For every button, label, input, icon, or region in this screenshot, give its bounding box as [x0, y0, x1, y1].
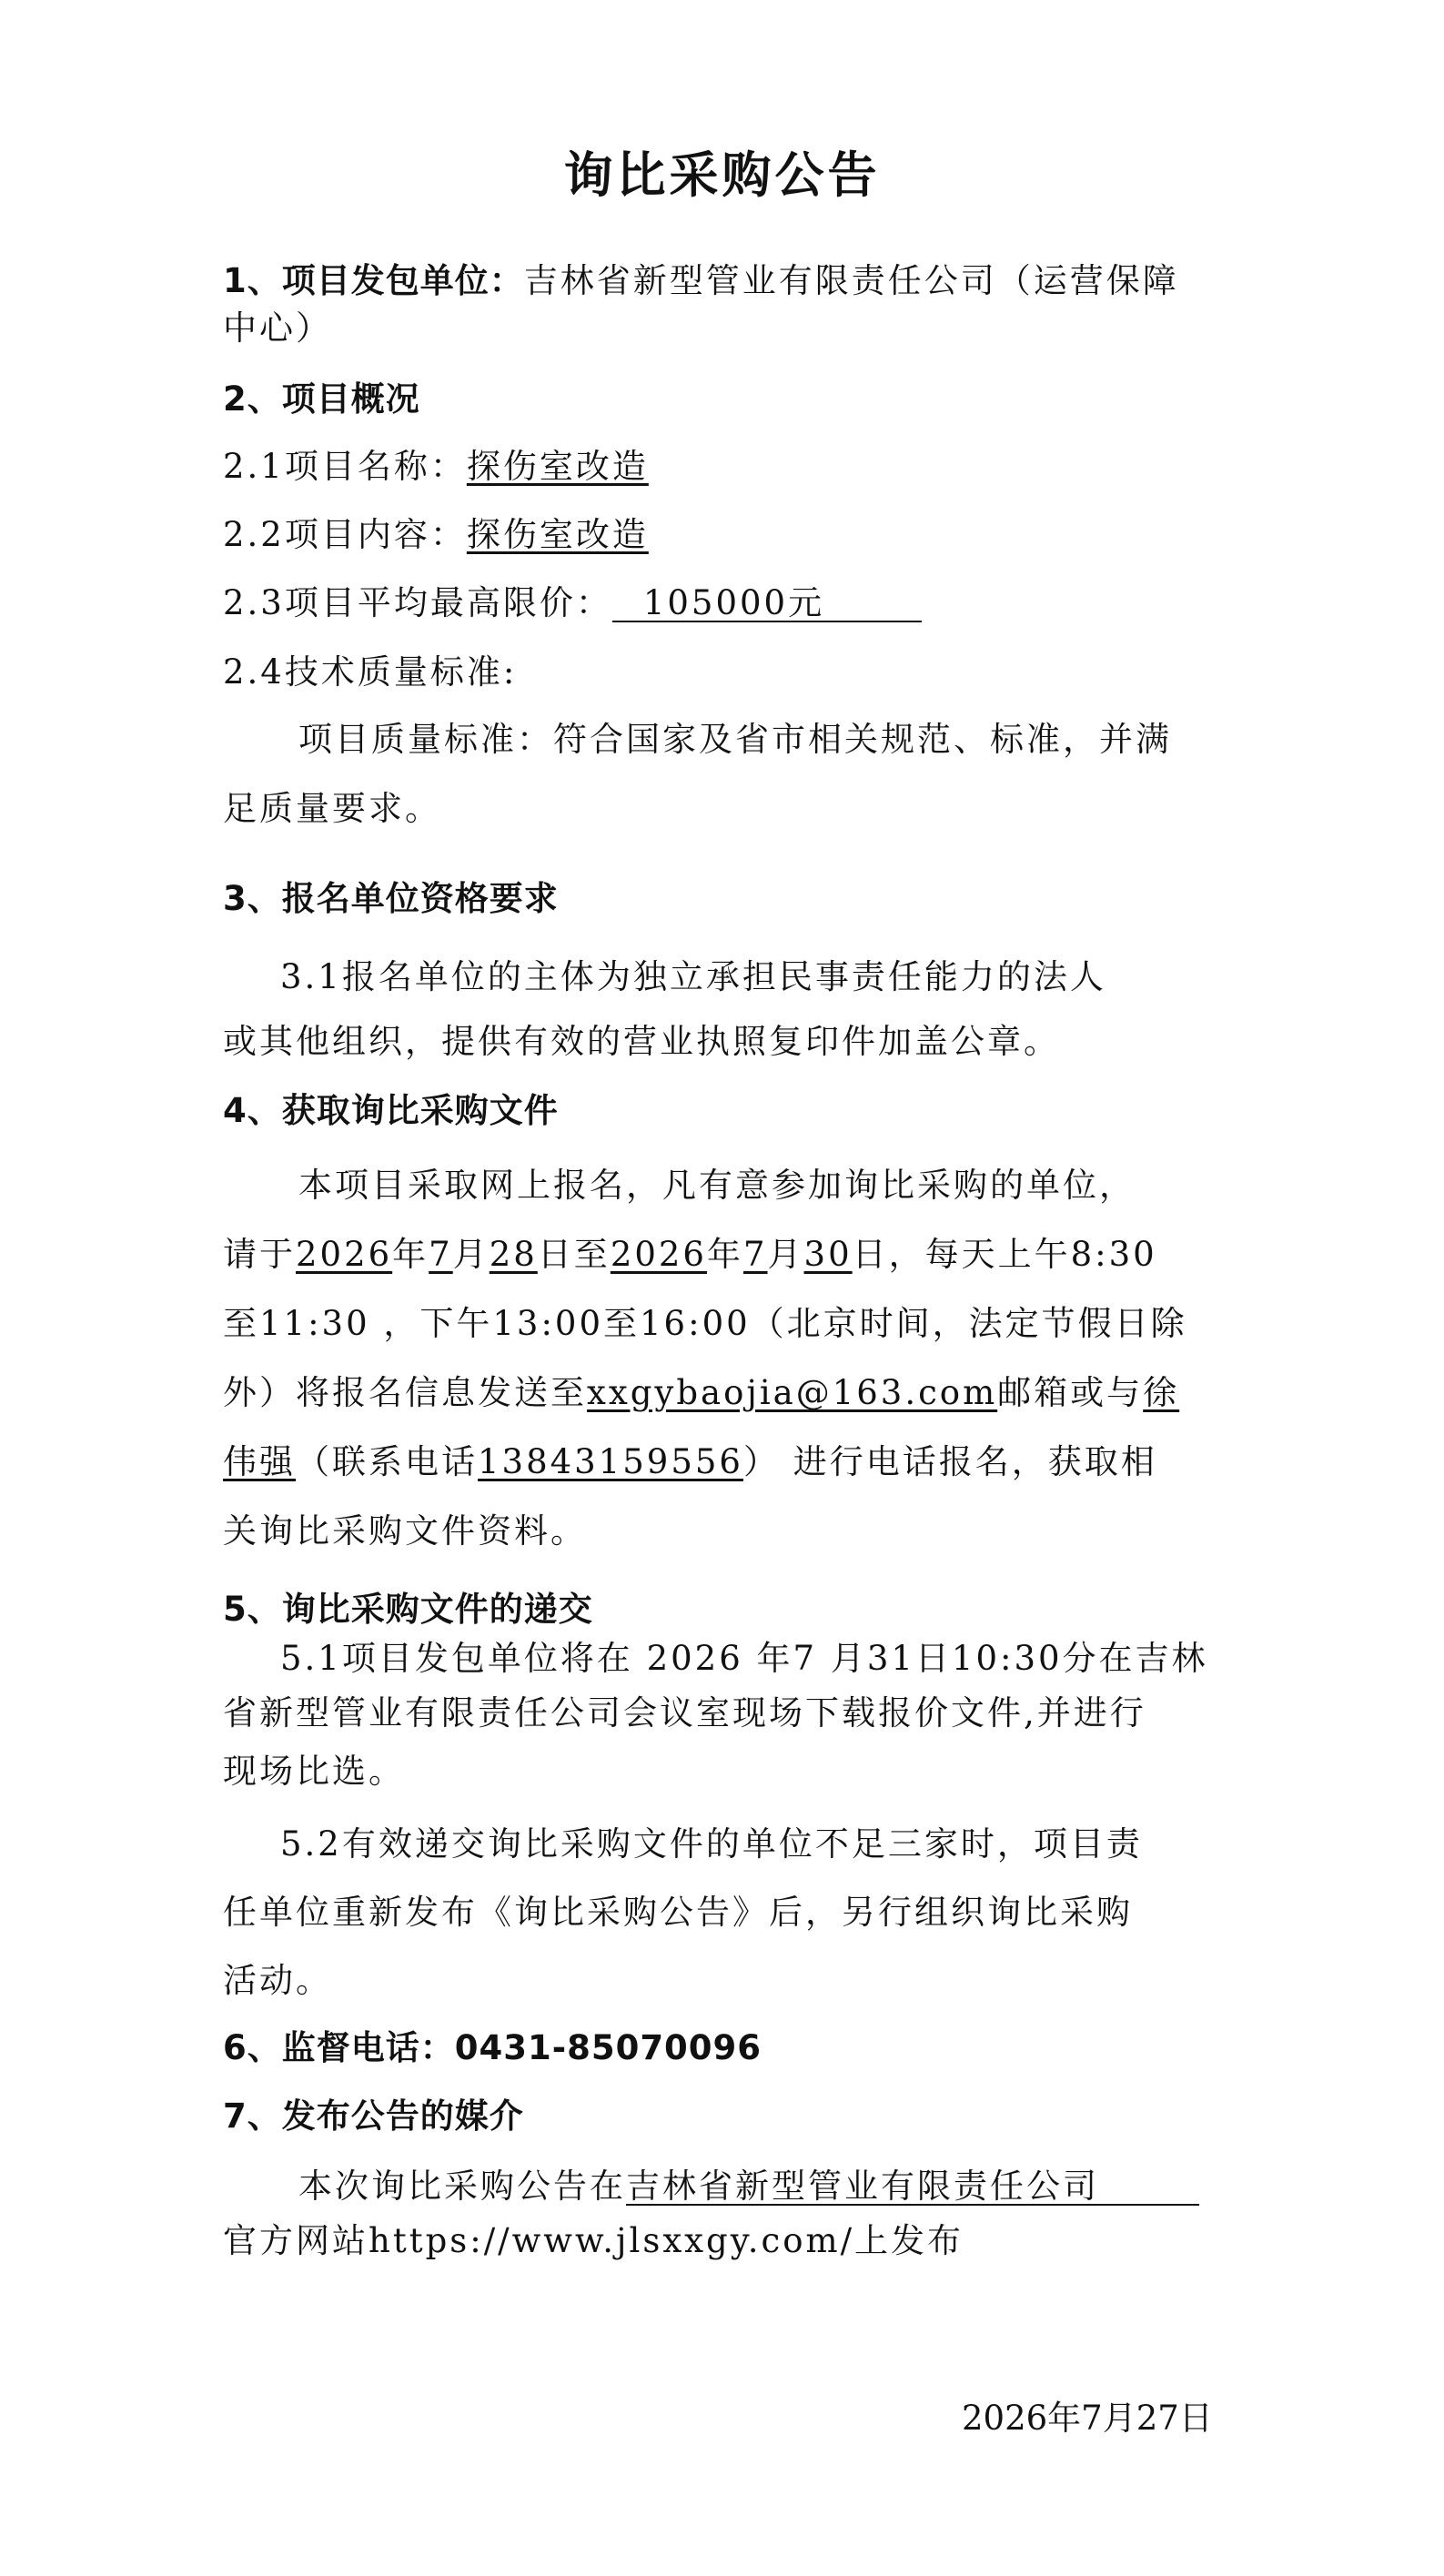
project-content-line: [223, 507, 649, 556]
registration-line-1: 本项目采取网上报名，凡有意参加询比采购的单位，: [298, 1166, 1136, 1205]
end-year: 2026: [610, 1235, 707, 1274]
submission-5-1-line-1: 5.1项目发包单位将在 2026 年7 月31日10:30分在吉林: [280, 1639, 1208, 1678]
price-label: 2.3项目平均最高限价：: [223, 583, 612, 622]
qualification-text-1: 3.1报名单位的主体为独立承担民事责任能力的法人: [280, 957, 1106, 996]
page-title: 询比采购公告: [563, 146, 881, 204]
media-line-1: [298, 2158, 1199, 2207]
registration-line-3: 至11:30 ，下午13:00至16:00（北京时间，法定节假日除: [223, 1304, 1187, 1343]
section-1-heading: 1、项目发包单位：: [223, 261, 524, 300]
text-segment: 年: [392, 1235, 429, 1274]
registration-email[interactable]: xxgybaojia@163.com: [587, 1373, 998, 1412]
text-segment: 请于: [223, 1235, 296, 1274]
section-1-line-1: [223, 253, 1179, 302]
text-segment: 月: [452, 1235, 490, 1274]
quality-text-1: 项目质量标准：符合国家及省市相关规范、标准，并满: [298, 720, 1172, 759]
quality-label: 2.4技术质量标准:: [223, 652, 518, 692]
text-segment: 邮箱或与: [997, 1373, 1144, 1412]
end-month: 7: [742, 1235, 768, 1274]
text-segment: （联系电话: [296, 1442, 478, 1481]
text-segment: ） 进行电话报名，获取相: [742, 1442, 1157, 1481]
text-segment: 外）将报名信息发送至: [223, 1373, 587, 1412]
registration-line-6: 关询比采购文件资料。: [223, 1511, 587, 1551]
project-name-label: 2.1项目名称：: [223, 447, 467, 486]
section-7-heading: 7、发布公告的媒介: [223, 2096, 524, 2136]
section-4-heading: 4、获取询比采购文件: [223, 1091, 559, 1130]
section-3-heading: 3、报名单位资格要求: [223, 879, 559, 918]
section-2-heading: 2、项目概况: [223, 379, 420, 419]
project-name-value: 探伤室改造: [466, 447, 649, 486]
submission-5-1-line-2: 省新型管业有限责任公司会议室现场下载报价文件,并进行: [223, 1693, 1146, 1732]
text-segment: 本次询比采购公告在: [298, 2167, 626, 2206]
text-segment: 月: [767, 1235, 804, 1274]
price-line: [223, 575, 922, 624]
submission-5-2-line-3: 活动。: [223, 1961, 332, 2000]
submission-5-1-line-3: 现场比选。: [223, 1752, 405, 1791]
project-content-label: 2.2项目内容：: [223, 515, 467, 554]
publishing-company: 吉林省新型管业有限责任公司: [626, 2169, 1199, 2206]
submission-5-2-line-2: 任单位重新发布《询比采购公告》后，另行组织询比采购: [223, 1893, 1133, 1932]
text-segment: 日，每天上午8:30: [852, 1235, 1157, 1274]
contracting-unit-cont: 中心）: [223, 308, 332, 348]
submission-5-2-line-1: 5.2有效递交询比采购文件的单位不足三家时，项目责: [280, 1824, 1143, 1864]
price-value: 105000元: [612, 586, 922, 622]
section-6-supervision-phone: 6、监督电话：0431-85070096: [223, 2028, 762, 2067]
text-segment: 年: [706, 1235, 743, 1274]
start-day: 28: [489, 1235, 538, 1274]
registration-line-4: [223, 1365, 1179, 1414]
qualification-text-2: 或其他组织，提供有效的营业执照复印件加盖公章。: [223, 1022, 1060, 1061]
registration-line-5: [223, 1434, 1157, 1483]
contact-name-part-2: 伟强: [223, 1442, 296, 1481]
start-month: 7: [429, 1235, 453, 1274]
contracting-unit: 吉林省新型管业有限责任公司（运营保障: [523, 261, 1179, 300]
contact-phone: 13843159556: [478, 1442, 743, 1481]
start-year: 2026: [296, 1235, 393, 1274]
media-line-2: 官方网站https://www.jlsxxgy.com/上发布: [223, 2221, 964, 2260]
section-5-heading: 5、询比采购文件的递交: [223, 1590, 593, 1629]
project-content-value: 探伤室改造: [466, 515, 649, 554]
registration-line-2: [223, 1227, 1157, 1276]
contact-name-part-1: 徐: [1143, 1373, 1180, 1412]
project-name-line: [223, 439, 649, 488]
text-segment: 日至: [537, 1235, 611, 1274]
end-day: 30: [803, 1235, 853, 1274]
quality-text-2: 足质量要求。: [223, 789, 441, 828]
announcement-date: 2026年7月27日: [962, 2399, 1213, 2438]
